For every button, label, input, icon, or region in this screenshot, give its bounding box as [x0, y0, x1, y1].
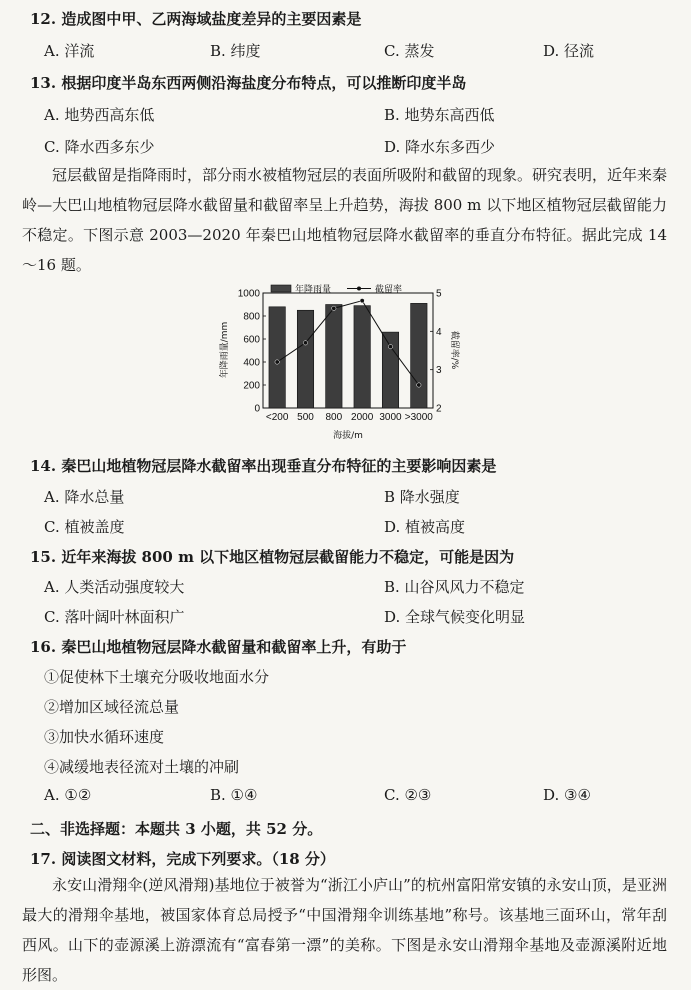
q16-option-d: D. ③④ [543, 786, 591, 804]
q16-statement-2: ②增加区域径流总量 [44, 698, 180, 716]
y-right-tick-label-2: 4 [436, 326, 442, 338]
q16-statement-3: ③加快水循环速度 [44, 728, 165, 746]
q17-passage: 永安山滑翔伞(逆风滑翔)基地位于被誉为“浙江小庐山”的杭州富阳常安镇的永安山顶，是亚洲最大的滑翔伞基地，被国家体育总局授予“中国滑翔伞训练基地”称号。该基地三面环山，常年刮西风。山下的壶源溪上游漂流有“富春第一漂”的美称。下图是永安山滑翔伞基地及壶源溪附近地形图。 [22, 876, 667, 984]
point-interception-4 [388, 344, 392, 348]
point-interception-2 [332, 306, 336, 310]
q12-stem: 12. 造成图中甲、乙两海域盐度差异的主要因素是 [30, 10, 362, 28]
q16-option-c: C. ②③ [384, 786, 432, 804]
legend-label-interception: 截留率 [375, 285, 403, 295]
x-tick-label-2: 800 [325, 412, 343, 423]
bar-rainfall-4 [382, 332, 398, 408]
q15-option-d: D. 全球气候变化明显 [384, 608, 526, 626]
q15-option-b: B. 山谷风风力不稳定 [384, 578, 525, 596]
q14-option-a: A. 降水总量 [44, 488, 125, 506]
interception-chart [205, 283, 459, 443]
q12-option-d: D. 径流 [543, 42, 595, 60]
x-tick-label-3: 2000 [351, 412, 374, 423]
legend-label-rainfall: 年降雨量 [295, 285, 332, 295]
x-tick-label-4: 3000 [379, 412, 402, 423]
y-left-tick-label-3: 600 [243, 334, 260, 346]
legend-bar-swatch [271, 285, 291, 292]
y-left-tick-label-1: 200 [243, 380, 260, 392]
y-axis-right-title: 截留率/% [449, 330, 459, 370]
q16-statement-1: ①促使林下土壤充分吸收地面水分 [44, 668, 270, 686]
bar-rainfall-5 [411, 303, 427, 408]
q15-option-c: C. 落叶阔叶林面积广 [44, 608, 185, 626]
x-tick-label-5: >3000 [404, 412, 433, 423]
point-interception-5 [417, 383, 421, 387]
q13-stem: 13. 根据印度半岛东西两侧沿海盐度分布特点，可以推断印度半岛 [30, 74, 467, 92]
passage-canopy-interception: 冠层截留是指降雨时，部分雨水被植物冠层的表面所吸附和截留的现象。研究表明，近年来秦岭—大巴山地植物冠层降水截留量和截留率呈上升趋势，海拔 800 m 以下地区植物冠层截留能力不稳定。下图示意 2003—2020 年秦巴山地植物冠层降水截留率的垂直分布特征。据此完成 14～16 题。 [22, 166, 668, 274]
q15-option-a: A. 人类活动强度较大 [44, 578, 185, 596]
q16-option-a: A. ①② [44, 786, 92, 804]
q13-option-b: B. 地势东高西低 [384, 106, 495, 124]
x-tick-label-0: <200 [265, 412, 289, 423]
q16-stem: 16. 秦巴山地植物冠层降水截留量和截留率上升，有助于 [30, 638, 407, 656]
q15-stem: 15. 近年来海拔 800 m 以下地区植物冠层截留能力不稳定，可能是因为 [30, 548, 515, 566]
q14-option-b: B 降水强度 [384, 488, 460, 506]
y-left-tick-label-5: 1000 [237, 288, 260, 300]
q16-option-b: B. ①④ [210, 786, 258, 804]
y-left-tick-label-2: 400 [243, 357, 260, 369]
y-right-tick-label-1: 3 [436, 365, 442, 377]
q12-option-b: B. 纬度 [210, 42, 261, 60]
chart-svg [205, 283, 459, 443]
x-axis-title: 海拔/m [333, 431, 363, 441]
q16-statement-4: ④减缓地表径流对土壤的冲刷 [44, 758, 240, 776]
q13-option-a: A. 地势西高东低 [44, 106, 155, 124]
q14-stem: 14. 秦巴山地植物冠层降水截留率出现垂直分布特征的主要影响因素是 [30, 457, 497, 475]
y-left-tick-label-4: 800 [243, 311, 260, 323]
legend-line-marker [357, 287, 361, 291]
y-axis-left-title: 年降雨量/mm [220, 321, 230, 379]
q13-option-d: D. 降水东多西少 [384, 138, 496, 156]
q13-option-c: C. 降水西多东少 [44, 138, 155, 156]
section-non-choice-header: 二、非选择题：本题共 3 小题，共 52 分。 [30, 820, 323, 838]
q14-option-c: C. 植被盖度 [44, 518, 125, 536]
point-interception-0 [275, 360, 279, 364]
plot-frame [263, 293, 433, 408]
y-right-tick-label-3: 5 [436, 288, 442, 300]
bar-rainfall-2 [326, 305, 342, 409]
point-interception-1 [303, 341, 307, 345]
y-left-tick-label-0: 0 [254, 403, 260, 415]
q14-option-d: D. 植被高度 [384, 518, 466, 536]
bar-rainfall-0 [269, 307, 285, 408]
bar-rainfall-3 [354, 306, 370, 408]
point-interception-3 [360, 298, 364, 302]
x-tick-label-1: 500 [297, 412, 314, 423]
q12-option-a: A. 洋流 [44, 42, 95, 60]
bar-rainfall-1 [297, 310, 313, 408]
y-right-tick-label-0: 2 [436, 403, 442, 415]
q17-stem: 17. 阅读图文材料，完成下列要求。（18 分） [30, 850, 335, 868]
q12-option-c: C. 蒸发 [384, 42, 435, 60]
